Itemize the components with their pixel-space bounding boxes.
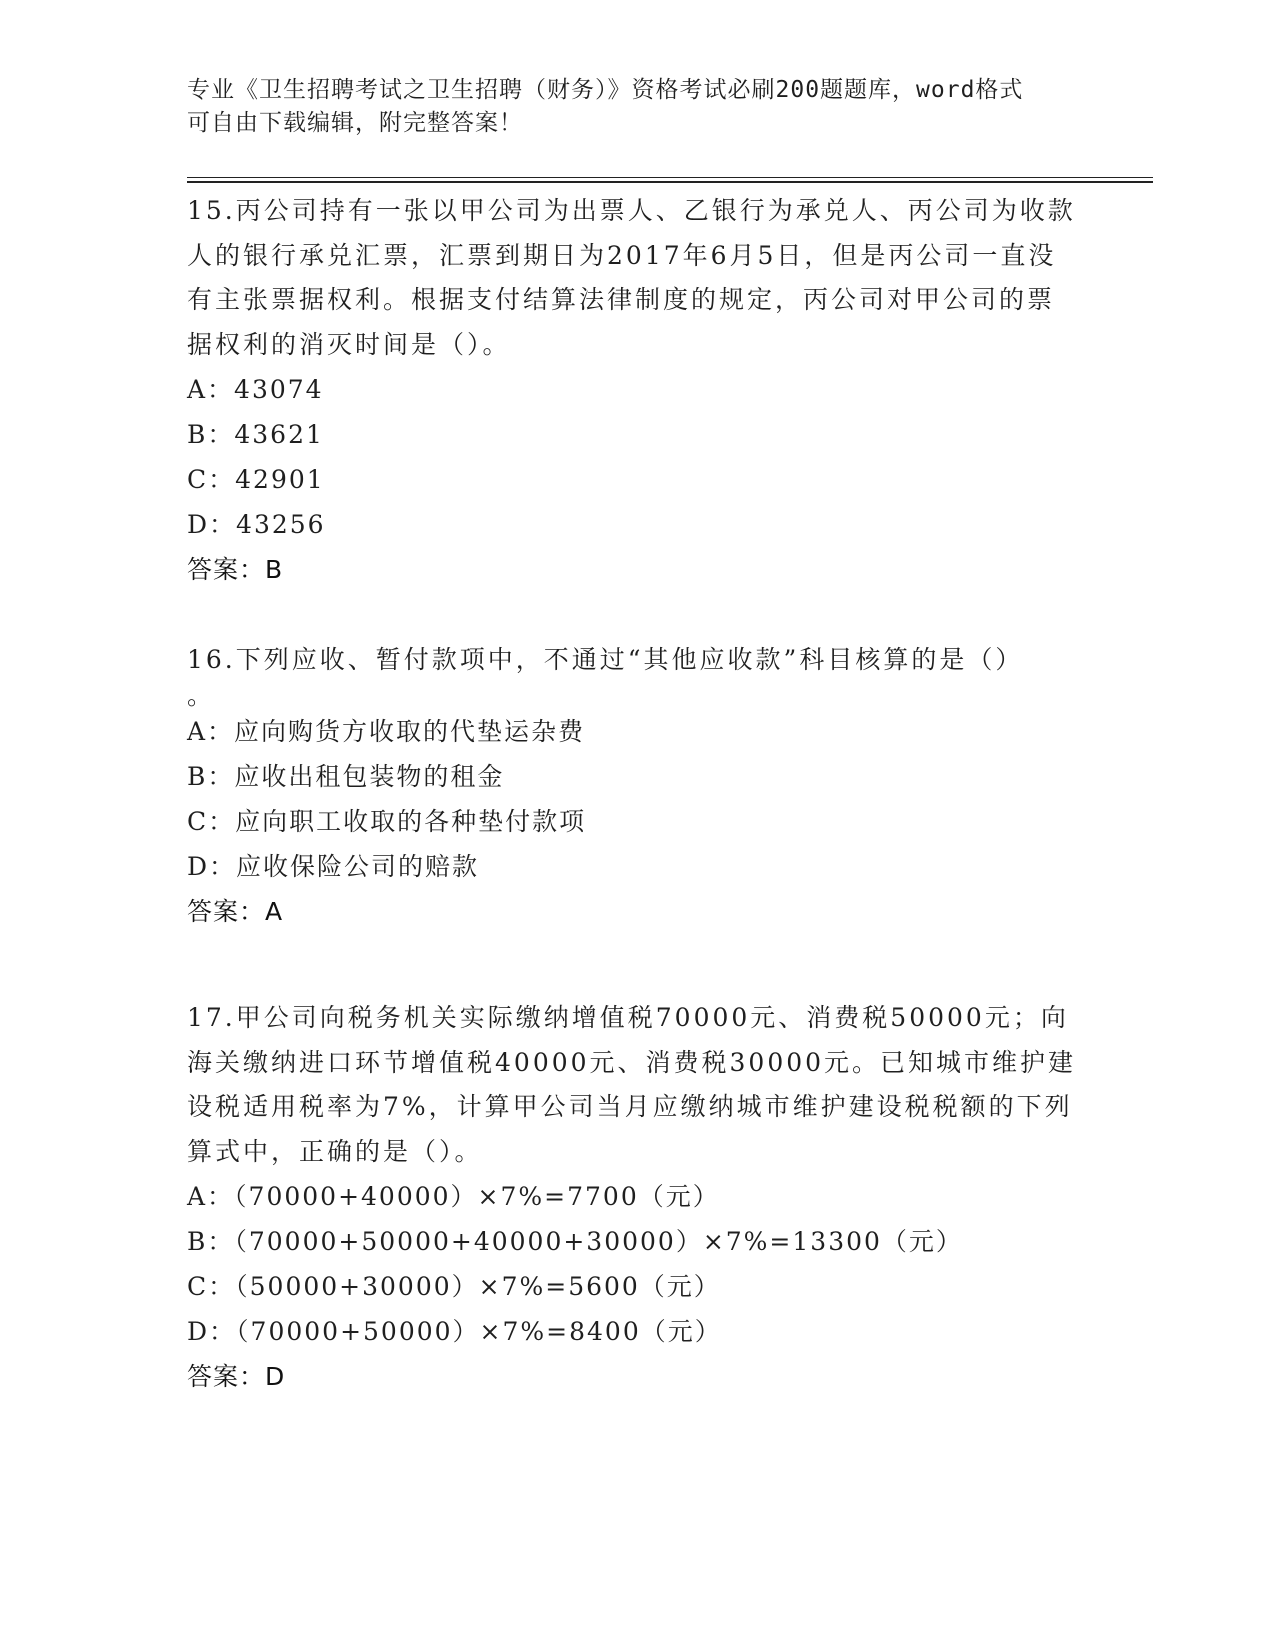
document-header bbox=[187, 74, 1067, 140]
option-c: C：（50000+30000）×7%=5600（元） bbox=[187, 1272, 721, 1301]
question-16 bbox=[187, 638, 1077, 934]
option-b: B：应收出租包装物的租金 bbox=[187, 761, 505, 791]
header-divider-thick bbox=[187, 181, 1153, 183]
answer-label: 答案：B bbox=[187, 555, 284, 584]
option-b: B：（70000+50000+40000+30000）×7%=13300（元） bbox=[187, 1227, 963, 1256]
option-d: D：（70000+50000）×7%=8400（元） bbox=[187, 1317, 722, 1346]
question-15 bbox=[187, 189, 1077, 592]
question-stem: 17.甲公司向税务机关实际缴纳增值税70000元、消费税50000元；向海关缴纳进口环节增值税40000元、消费税30000元。已知城市维护建设税适用税率为7%，计算甲公司当月应缴纳城市维护建设税税额的下列算式中，正确的是（）。 bbox=[187, 1003, 1077, 1166]
option-d: D：应收保险公司的赔款 bbox=[187, 851, 480, 881]
option-c: C：应向职工收取的各种垫付款项 bbox=[187, 806, 587, 836]
option-a: A：43074 bbox=[187, 375, 324, 404]
header-line-2: 可自由下载编辑，附完整答案！ bbox=[187, 110, 523, 136]
option-a: A：应向购货方收取的代垫运杂费 bbox=[187, 716, 586, 746]
question-17 bbox=[187, 996, 1077, 1399]
header-divider-thin bbox=[187, 177, 1153, 178]
question-stem-tail: 。 bbox=[187, 680, 213, 710]
header-line-1: 专业《卫生招聘考试之卫生招聘（财务）》资格考试必刷200题题库，word格式 bbox=[187, 77, 1024, 103]
question-stem: 15.丙公司持有一张以甲公司为出票人、乙银行为承兑人、丙公司为收款人的银行承兑汇票，汇票到期日为2017年6月5日，但是丙公司一直没有主张票据权利。根据支付结算法律制度的规定，丙公司对甲公司的票据权利的消灭时间是（）。 bbox=[187, 196, 1076, 359]
answer-label: 答案：A bbox=[187, 896, 284, 926]
option-d: D：43256 bbox=[187, 510, 326, 539]
option-a: A：（70000+40000）×7%=7700（元） bbox=[187, 1182, 720, 1211]
question-stem: 16.下列应收、暂付款项中，不通过“其他应收款”科目核算的是（） bbox=[187, 645, 1024, 674]
option-c: C：42901 bbox=[187, 465, 325, 494]
answer-label: 答案：D bbox=[187, 1362, 286, 1391]
option-b: B：43621 bbox=[187, 420, 324, 449]
